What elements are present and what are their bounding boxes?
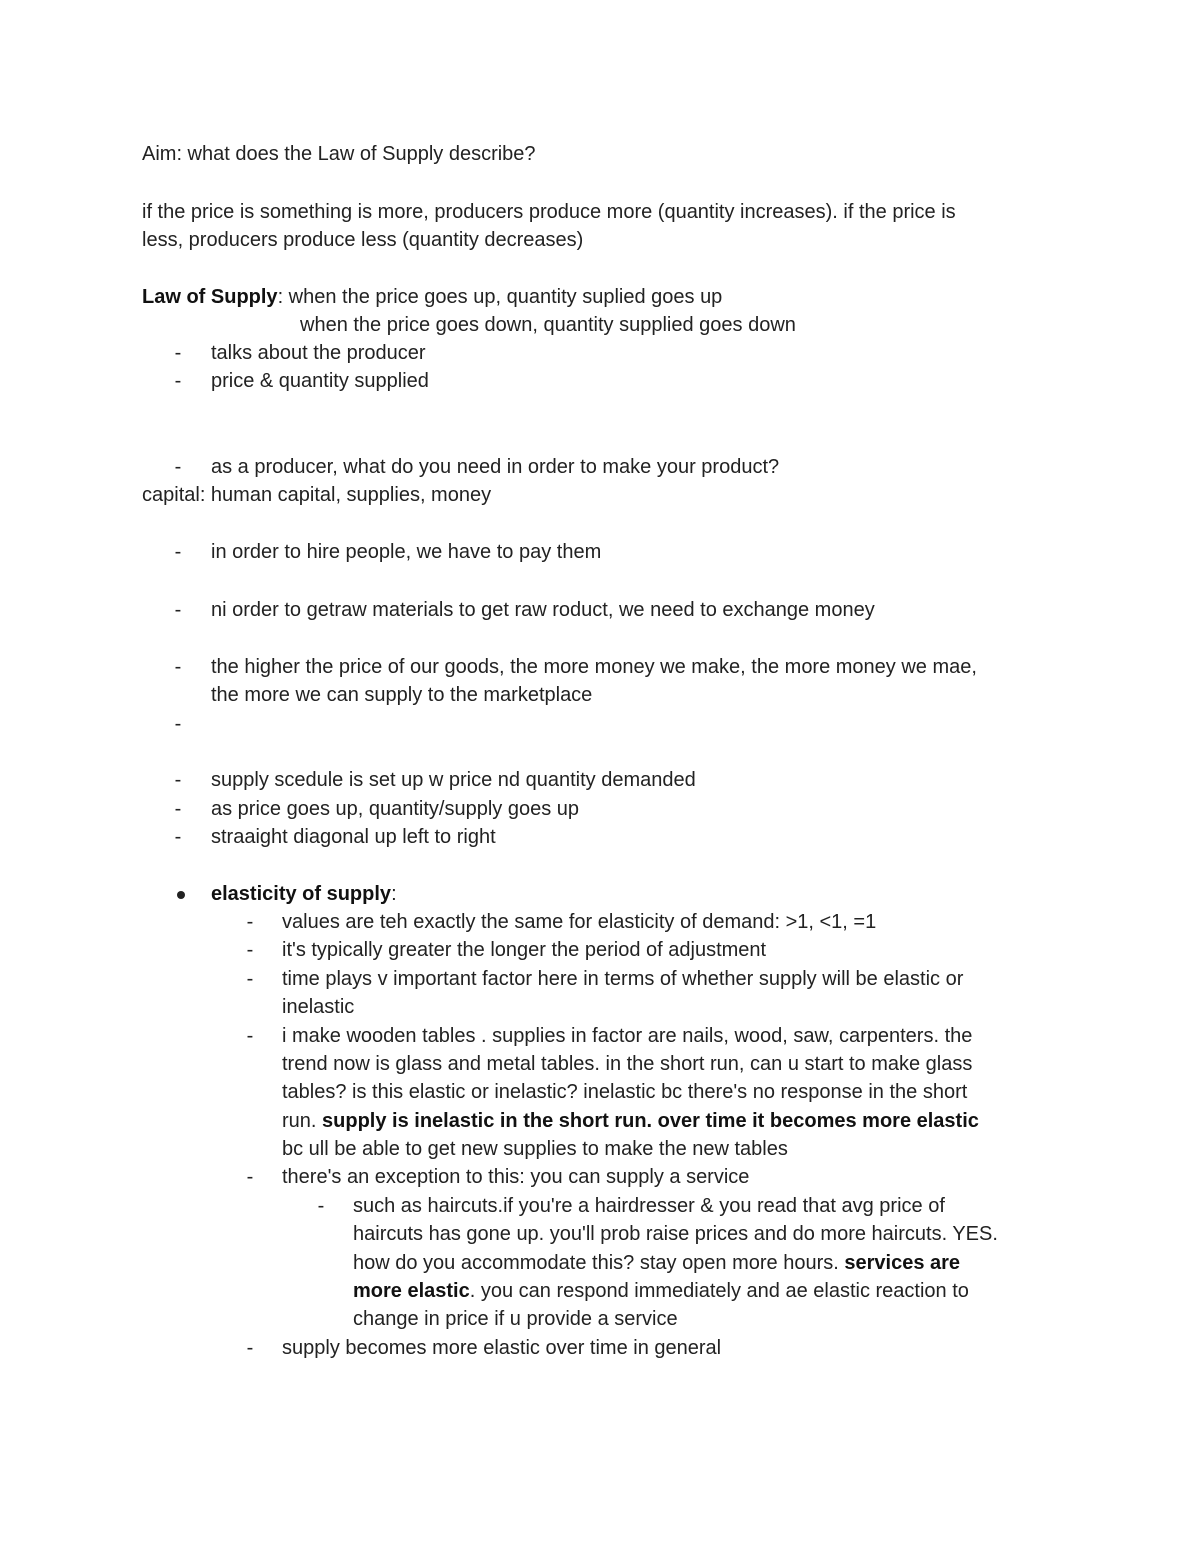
elasticity-point-4-line-2: trend now is glass and metal tables. in the short run, can u start to make glass [282, 1053, 973, 1075]
elasticity-point-3-line-2: inelastic [282, 996, 355, 1018]
more-elastic-emphasis: more elastic [353, 1280, 470, 1302]
point-diagonal: straaight diagonal up left to right [211, 826, 496, 848]
elasticity-point-6: supply becomes more elastic over time in general [282, 1337, 722, 1359]
dash-marker: - [174, 541, 182, 563]
intro-line-2: less, producers produce less (quantity decreases) [142, 229, 584, 251]
haircut-line-4 [353, 1277, 969, 1305]
dash-marker: - [246, 911, 254, 933]
dash-marker: - [174, 798, 182, 820]
capital-line: capital: human capital, supplies, money [142, 484, 492, 506]
point-supply-schedule: supply scedule is set up w price nd quantity demanded [211, 769, 696, 791]
law-of-supply-line-2: when the price goes down, quantity supplied goes down [300, 314, 796, 336]
dash-marker: - [174, 342, 182, 364]
law-of-supply-definition: : when the price goes up, quantity suplied goes up [277, 286, 723, 308]
dash-marker: - [317, 1195, 325, 1217]
dash-marker: - [246, 968, 254, 990]
law-bullet-1: talks about the producer [211, 342, 426, 364]
point-raw-materials: ni order to getraw materials to get raw roduct, we need to exchange money [211, 599, 875, 621]
law-of-supply-line-1 [142, 283, 722, 311]
dash-marker: - [246, 1025, 254, 1047]
elasticity-point-3-line-1: time plays v important factor here in terms of whether supply will be elastic or [282, 968, 964, 990]
law-bullet-2: price & quantity supplied [211, 370, 429, 392]
haircut-line-3-text: how do you accommodate this? stay open more hours. [353, 1252, 845, 1274]
point-hire-people: in order to hire people, we have to pay them [211, 541, 602, 563]
law-of-supply-term: Law of Supply [142, 286, 278, 308]
elasticity-point-4-line-1: i make wooden tables . supplies in factor are nails, wood, saw, carpenters. the [282, 1025, 973, 1047]
haircut-line-2: haircuts has gone up. you'll prob raise prices and do more haircuts. YES. [353, 1223, 998, 1245]
dash-marker: - [174, 769, 182, 791]
elasticity-heading [211, 880, 397, 908]
point-price-up: as price goes up, quantity/supply goes up [211, 798, 580, 820]
elasticity-point-2: it's typically greater the longer the period of adjustment [282, 939, 767, 961]
dash-marker-empty: - [174, 713, 182, 735]
point-higher-price-2: the more we can supply to the marketplace [211, 684, 593, 706]
services-emphasis: services are [844, 1252, 961, 1274]
haircut-line-4-text: . you can respond immediately and ae elastic reaction to [469, 1280, 969, 1302]
inelastic-short-run-emphasis: supply is inelastic in the short run. over time it becomes more elastic [322, 1110, 979, 1132]
short-run-text: run. [282, 1110, 323, 1132]
elasticity-point-4-line-4 [282, 1107, 979, 1135]
dash-marker: - [174, 370, 182, 392]
elasticity-colon: : [391, 883, 397, 905]
haircut-line-1: such as haircuts.if you're a hairdresser & you read that avg price of [353, 1195, 945, 1217]
bullet-dot [177, 891, 185, 899]
dash-marker: - [174, 826, 182, 848]
elasticity-point-4-line-5: bc ull be able to get new supplies to make the new tables [282, 1138, 788, 1160]
dash-marker: - [246, 1337, 254, 1359]
haircut-line-5: change in price if u provide a service [353, 1308, 678, 1330]
haircut-line-3 [353, 1249, 960, 1277]
dash-marker: - [174, 656, 182, 678]
point-higher-price-1: the higher the price of our goods, the more money we make, the more money we mae, [211, 656, 977, 678]
aim-line: Aim: what does the Law of Supply describe? [142, 143, 536, 165]
dash-marker: - [246, 939, 254, 961]
dash-marker: - [174, 456, 182, 478]
dash-marker: - [174, 599, 182, 621]
dash-marker: - [246, 1166, 254, 1188]
elasticity-point-1: values are teh exactly the same for elasticity of demand: >1, <1, =1 [282, 911, 877, 933]
producer-question: as a producer, what do you need in order to make your product? [211, 456, 780, 478]
intro-line-1: if the price is something is more, producers produce more (quantity increases). if the price is [142, 201, 956, 223]
elasticity-point-4-line-3: tables? is this elastic or inelastic? inelastic bc there's no response in the short [282, 1081, 968, 1103]
elasticity-point-5: there's an exception to this: you can supply a service [282, 1166, 750, 1188]
elasticity-term: elasticity of supply [211, 883, 392, 905]
